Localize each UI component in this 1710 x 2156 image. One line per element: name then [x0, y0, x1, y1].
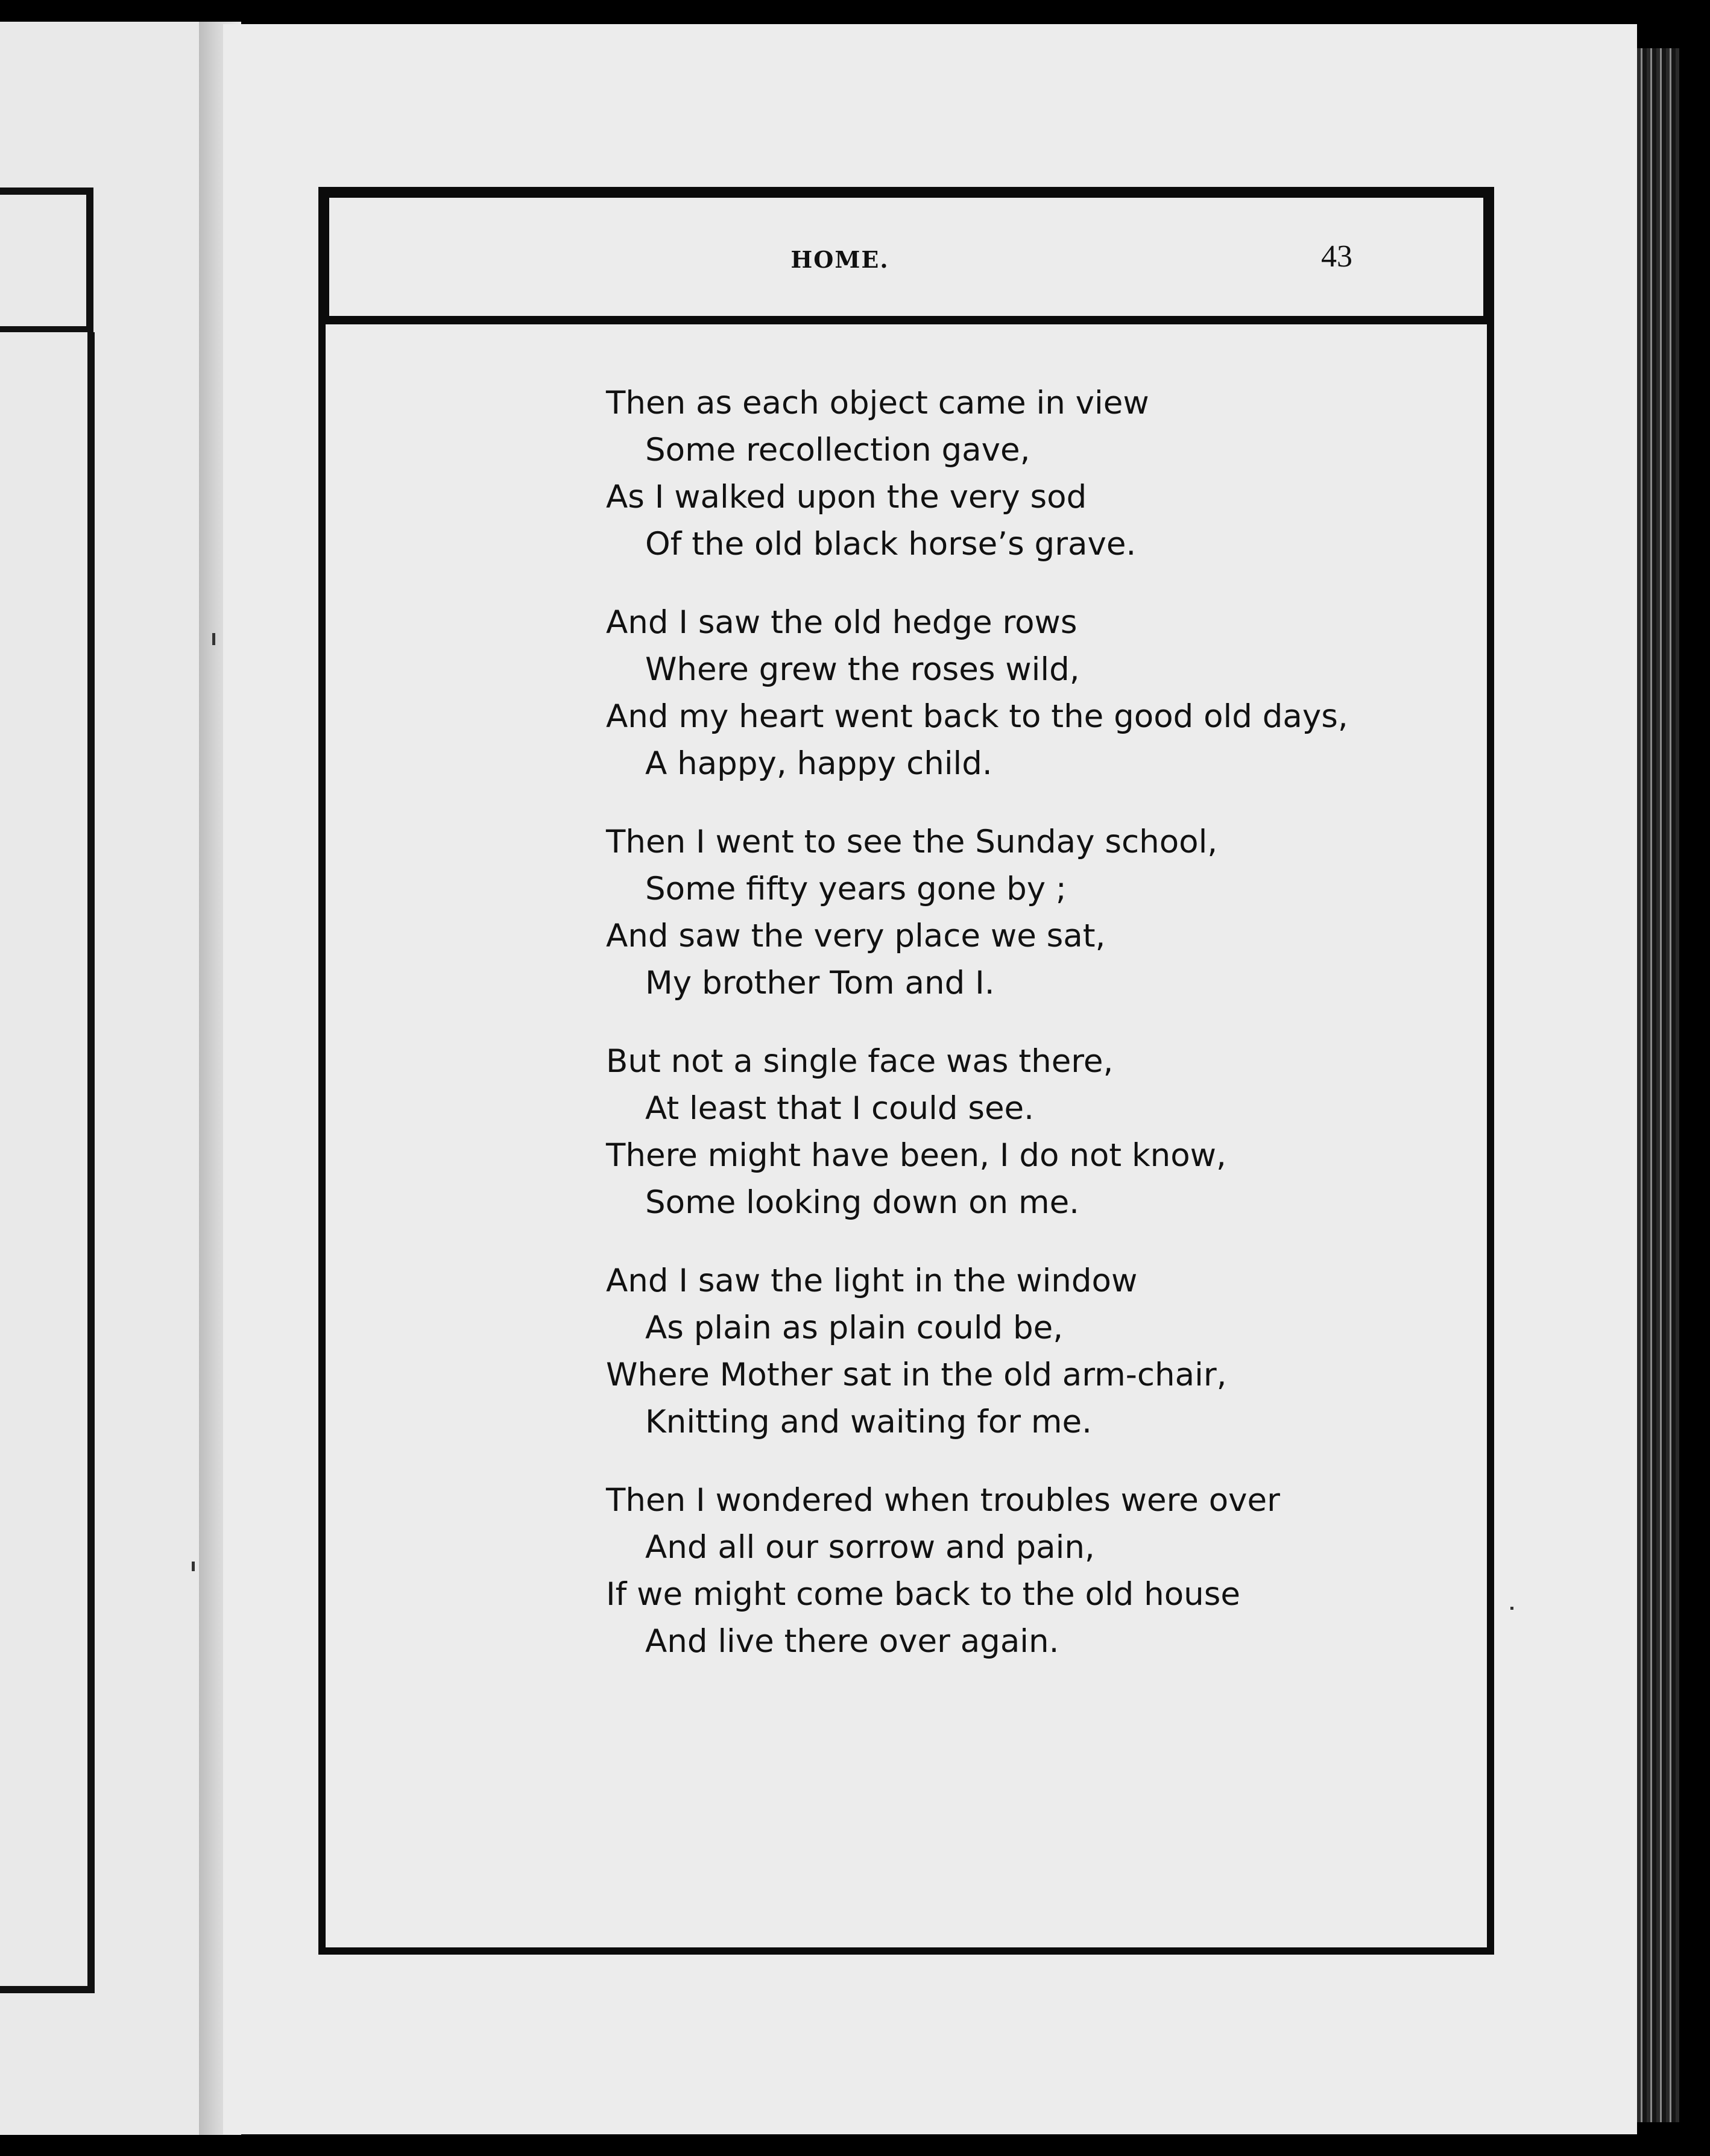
- stanza: [606, 819, 1390, 1007]
- poem-line: And I saw the light in the window: [606, 1262, 1138, 1299]
- poem-line: Then as each object came in view: [606, 385, 1149, 421]
- poem-line: As plain as plain could be,: [645, 1310, 1064, 1346]
- poem: [606, 380, 1390, 1697]
- poem-line: Then I went to see the Sunday school,: [606, 824, 1218, 860]
- poem-line: Some fifty years gone by ;: [645, 871, 1067, 907]
- stanza: [606, 1477, 1390, 1665]
- stanza: [606, 1038, 1390, 1226]
- stanza: [606, 1258, 1390, 1446]
- poem-line: Where grew the roses wild,: [645, 651, 1080, 688]
- poem-line: Knitting and waiting for me.: [645, 1404, 1092, 1440]
- poem-line: If we might come back to the old house: [606, 1576, 1240, 1613]
- poem-line: Some recollection gave,: [645, 432, 1030, 468]
- poem-line: And live there over again.: [645, 1623, 1059, 1660]
- previous-page-header-frame: [0, 188, 93, 332]
- poem-line: And my heart went back to the good old days,: [606, 698, 1348, 735]
- page-edges: [1637, 48, 1679, 2122]
- poem-line: At least that I could see.: [645, 1090, 1035, 1127]
- poem-line: A happy, happy child.: [645, 745, 992, 782]
- poem-line: Then I wondered when troubles were over: [606, 1482, 1280, 1519]
- poem-line: And saw the very place we sat,: [606, 918, 1106, 954]
- poem-line: My brother Tom and I.: [645, 965, 995, 1001]
- poem-line: Of the old black horse’s grave.: [645, 526, 1137, 563]
- poem-line: Where Mother sat in the old arm-chair,: [606, 1357, 1227, 1393]
- page-number: 43: [1321, 239, 1352, 274]
- previous-page: [0, 22, 208, 2135]
- poem-line: And I saw the old hedge rows: [606, 604, 1077, 641]
- poem-line: As I walked upon the very sod: [606, 479, 1087, 515]
- stanza: [606, 599, 1390, 787]
- scan-speck: [1510, 1607, 1513, 1610]
- running-header-box: [326, 194, 1487, 320]
- scan-speck: [212, 633, 215, 645]
- header-rule: [326, 320, 1487, 324]
- stanza: [606, 380, 1390, 568]
- running-title: HOME.: [790, 246, 889, 273]
- poem-line: Some looking down on me.: [645, 1184, 1080, 1221]
- poem-line: But not a single face was there,: [606, 1043, 1114, 1080]
- poem-line: There might have been, I do not know,: [606, 1137, 1226, 1174]
- previous-page-body-frame: [0, 332, 95, 1993]
- poem-line: And all our sorrow and pain,: [645, 1529, 1095, 1566]
- scan-speck: [192, 1562, 195, 1571]
